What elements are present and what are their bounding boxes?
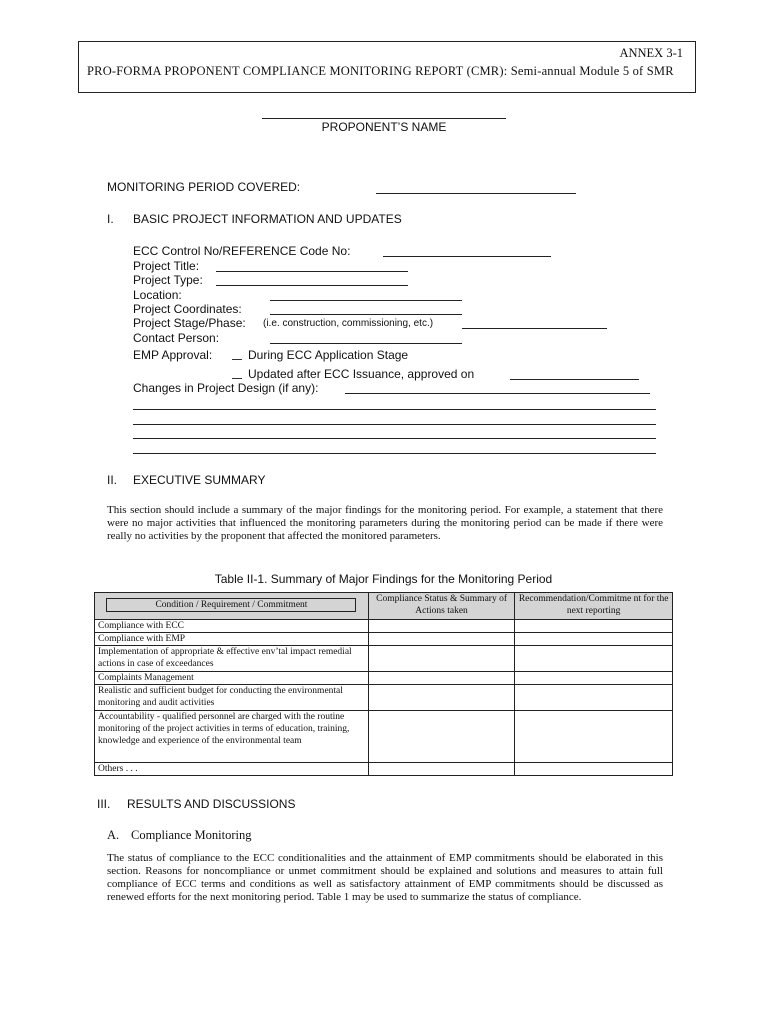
coordinates-label: Project Coordinates: (133, 302, 242, 316)
table-cell-condition: Compliance with ECC (95, 620, 369, 633)
changes-line-3[interactable] (133, 424, 656, 425)
table-cell-status[interactable] (368, 646, 514, 672)
changes-line-2[interactable] (133, 409, 656, 410)
emp-approval-label: EMP Approval: (133, 348, 213, 362)
table-header-condition (95, 593, 369, 620)
executive-summary-paragraph: This section should include a summary of the major findings for the monitoring period. For example, a statement that there were no major activities that influenced the monitoring parameters during the monitoring period can be made if there were really no activities by the proponent that affected the monitored parameters. (107, 504, 663, 542)
section2-number: II. (107, 473, 118, 487)
table-cell-recommendation[interactable] (515, 633, 673, 646)
table-cell-status[interactable] (368, 685, 514, 711)
ecc-control-field[interactable] (383, 256, 551, 257)
table-cell-status[interactable] (368, 620, 514, 633)
compliance-monitoring-paragraph: The status of compliance to the ECC conditionalities and the attainment of EMP commitments should be elaborated in this section. Reasons for noncompliance or unmet commitment should be explained and solutions and measures to attain full compliance of ECC terms and conditions as well as satisfactory attainment of EMP commitments should be discussed as renewed efforts for the next monitoring period. Table 1 may be used to summarize the status of compliance. (107, 852, 663, 903)
table-cell-recommendation[interactable] (515, 646, 673, 672)
monitoring-period-field[interactable] (376, 193, 576, 194)
ecc-control-label: ECC Control No/REFERENCE Code No: (133, 244, 351, 258)
section3-heading: RESULTS AND DISCUSSIONS (127, 797, 296, 811)
project-type-label: Project Type: (133, 273, 203, 287)
table-cell-condition: Accountability - qualified personnel are charged with the routine monitoring of the project activities in terms of education, training, knowledge and experience of the environmental team (95, 711, 369, 763)
table-cell-status[interactable] (368, 763, 514, 776)
emp-option-during-label: During ECC Application Stage (248, 348, 409, 362)
table-cell-condition: Others . . . (95, 763, 369, 776)
project-stage-note: (i.e. construction, commissioning, etc.) (263, 318, 434, 329)
table-cell-condition: Realistic and sufficient budget for conducting the environmental monitoring and audit activities (95, 685, 369, 711)
emp-option-updated-label: Updated after ECC Issuance, approved on (248, 367, 475, 381)
report-title: PRO-FORMA PROPONENT COMPLIANCE MONITORING REPORT (CMR): Semi-annual Module 5 of SMR (87, 64, 674, 78)
section3-number: III. (97, 797, 111, 811)
proponent-name-label: PROPONENT’S NAME (321, 120, 447, 134)
subsection-a-heading: Compliance Monitoring (131, 828, 252, 842)
table-cell-status[interactable] (368, 633, 514, 646)
table-cell-recommendation[interactable] (515, 763, 673, 776)
checkbox-icon[interactable] (232, 352, 242, 360)
table-cell-status[interactable] (368, 672, 514, 685)
table-header-status: Compliance Status & Summary of Actions taken (368, 593, 514, 620)
changes-line-1[interactable] (345, 393, 650, 394)
emp-option-during[interactable] (232, 348, 408, 362)
location-field[interactable] (270, 300, 462, 301)
location-label: Location: (133, 288, 182, 302)
project-stage-label: Project Stage/Phase: (133, 316, 246, 330)
table-cell-condition: Implementation of appropriate & effective env’tal impact remedial actions in case of exceedances (95, 646, 369, 672)
coordinates-field[interactable] (270, 314, 462, 315)
contact-person-label: Contact Person: (133, 331, 220, 345)
table-caption: Table II-1. Summary of Major Findings for the Monitoring Period (214, 572, 553, 586)
table-cell-status[interactable] (368, 711, 514, 763)
table-cell-condition: Compliance with EMP (95, 633, 369, 646)
section1-heading: BASIC PROJECT INFORMATION AND UPDATES (133, 212, 402, 226)
changes-line-5[interactable] (133, 453, 656, 454)
monitoring-period-label: MONITORING PERIOD COVERED: (107, 180, 301, 194)
table-row (95, 633, 673, 646)
table-cell-condition: Complaints Management (95, 672, 369, 685)
table-row (95, 672, 673, 685)
table-row (95, 685, 673, 711)
section1-number: I. (107, 212, 114, 226)
changes-line-4[interactable] (133, 438, 656, 439)
table-cell-recommendation[interactable] (515, 685, 673, 711)
subsection-a-letter: A. (107, 828, 120, 842)
table-row (95, 620, 673, 633)
table-header-recommendation: Recommendation/Commitme nt for the next reporting (515, 593, 673, 620)
condition-header-label: Condition / Requirement / Commitment (106, 598, 356, 612)
table-cell-recommendation[interactable] (515, 620, 673, 633)
project-stage-field[interactable] (462, 328, 607, 329)
findings-table (94, 592, 673, 776)
checkbox-icon[interactable] (232, 371, 242, 379)
contact-person-field[interactable] (270, 343, 462, 344)
table-header-row (95, 593, 673, 620)
table-cell-recommendation[interactable] (515, 711, 673, 763)
table-cell-recommendation[interactable] (515, 672, 673, 685)
annex-label: ANNEX 3-1 (619, 46, 683, 60)
project-type-field[interactable] (216, 285, 408, 286)
project-title-label: Project Title: (133, 259, 200, 273)
table-row (95, 711, 673, 763)
table-row (95, 646, 673, 672)
emp-approved-date-field[interactable] (510, 379, 639, 380)
table-row (95, 763, 673, 776)
proponent-name-line[interactable] (262, 118, 506, 119)
section2-heading: EXECUTIVE SUMMARY (133, 473, 266, 487)
emp-option-updated[interactable] (232, 367, 474, 381)
project-title-field[interactable] (216, 271, 408, 272)
changes-design-label: Changes in Project Design (if any): (133, 381, 319, 395)
header-box (78, 41, 696, 93)
